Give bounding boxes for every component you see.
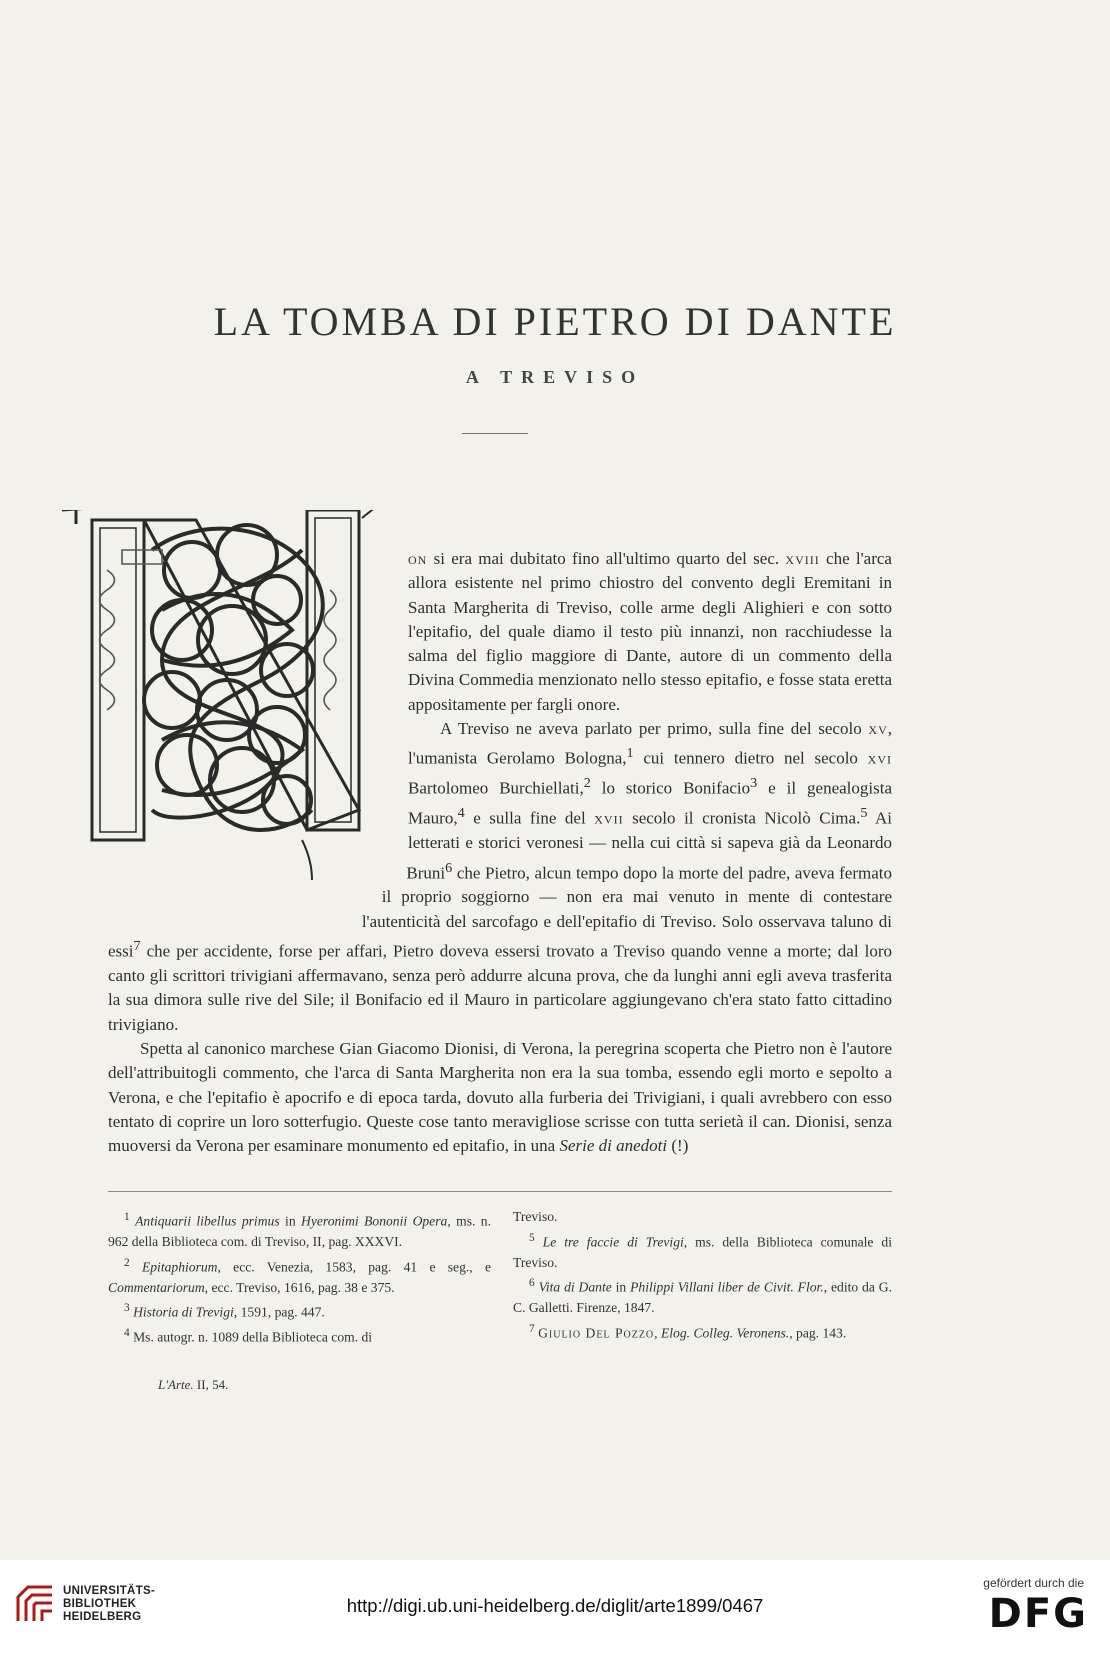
footnote-1 xyxy=(108,1207,491,1253)
permalink-url[interactable]: http://digi.ub.uni-heidelberg.de/diglit/arte1899/0467 xyxy=(346,1595,764,1616)
text-run: che l'arca allora esistente nel primo chiostro del convento degli Eremitani in Santa Margherita di Treviso, colle arme degli Alighieri e con sotto l'epitafio, del quale diamo il testo più innanzi, non racchiudesse la salma del figlio maggiore di Dante, autore di un commento della Divina Commedia menzionato nello stesso epitafio, e fosse stata eretta appositamente per fargli onore. xyxy=(408,549,892,714)
text-run: cui tennero dietro nel secolo xyxy=(633,749,868,769)
text-run: , ms. n. 962 della Biblioteca com. di Treviso, II, pag. XXXVI. xyxy=(108,1213,492,1250)
text-run: Philippi Villani liber de Civit. Flor. xyxy=(630,1279,824,1295)
footnote-ref: 4 xyxy=(457,805,465,822)
footnote-number: 2 xyxy=(124,1256,130,1269)
text-run: in xyxy=(611,1279,631,1295)
initial-spacer xyxy=(108,547,408,912)
footnote-3 xyxy=(108,1298,491,1323)
footnote-ref: 1 xyxy=(626,745,634,762)
footnote-number: 7 xyxy=(529,1322,535,1335)
paragraph-3 xyxy=(108,1037,892,1158)
text-run: , pag. 143. xyxy=(789,1325,847,1341)
footnote-divider xyxy=(108,1191,892,1192)
footnote-number: 4 xyxy=(124,1327,130,1340)
footnotes-left-column xyxy=(108,1207,491,1348)
text-run: , ecc. Venezia, 1583, pag. 41 e seg., e xyxy=(217,1259,491,1275)
footnote-4-continued: Treviso. xyxy=(513,1209,558,1224)
text-run: e sulla fine del xyxy=(464,808,595,828)
text-run: lo storico Bonifacio xyxy=(590,778,751,798)
footnote-5 xyxy=(513,1228,892,1274)
text-run: e il genealogista Mauro, xyxy=(408,778,892,828)
footnote-2 xyxy=(108,1253,491,1299)
century-numeral: xviii xyxy=(785,549,820,568)
text-run: si era mai dubitato fino all'ultimo quarto del sec. xyxy=(427,549,786,568)
italic-title: Serie di anedoti xyxy=(559,1136,668,1156)
funding-note: gefördert durch die xyxy=(983,1576,1084,1590)
text-run: (!) xyxy=(667,1136,689,1156)
footnote-7 xyxy=(513,1319,892,1344)
text-run: Commentariorum xyxy=(108,1279,205,1295)
text-run: Vita di Dante xyxy=(538,1279,612,1295)
footnote-ref: 5 xyxy=(860,805,868,822)
text-run: , ms. della Biblioteca comunale di Treviso. xyxy=(513,1234,893,1270)
text-run: Antiquarii libellus primus xyxy=(135,1213,280,1229)
footnote-4 xyxy=(108,1323,491,1348)
text-run: Epitaphiorum xyxy=(141,1259,218,1275)
text-run: Le tre faccie di Trevigi xyxy=(542,1234,684,1250)
footnote-number: 6 xyxy=(529,1277,535,1290)
digitization-footer xyxy=(0,1560,1110,1671)
text-run: Spetta al canonico marchese Gian Giacomo Dionisi, di Verona, la peregrina scoperta che Pietro non è l'autore dell'attribuitogli commento, che l'arca di Santa Margherita non era la sua tomba, essendo egli morto e sepolto a Verona, e che l'epitafio è apocrifo e di epoca tarda, dovuto alla furberia dei Trivigiani, i quali avrebbero con esso tentato di coprire un loro sotterfugio. Queste cose tanto meravigliose scrisse con tutta serietà il can. Dionisi, senza muoversi da Verona per esaminare monumento ed epitafio, in una xyxy=(108,1038,892,1156)
dfg-logo: DFG xyxy=(988,1591,1088,1637)
text-run: secolo il cronista Nicolò Cima. xyxy=(623,808,861,828)
footnote-number: 5 xyxy=(529,1231,535,1244)
footnote-ref: 6 xyxy=(445,859,453,876)
title-divider xyxy=(462,433,528,434)
century-numeral: xvii xyxy=(594,808,624,828)
century-numeral: xv xyxy=(868,719,888,739)
text-run: Bartolomeo Burchiellati, xyxy=(408,778,584,798)
article-body xyxy=(108,547,892,1158)
text-run: , 1591, pag. 447. xyxy=(233,1304,325,1320)
footnote-ref: 7 xyxy=(133,938,141,955)
footnote-number: 1 xyxy=(124,1211,130,1223)
footnote-6 xyxy=(513,1273,892,1319)
footnote-ref: 2 xyxy=(583,775,591,792)
footnote-ref: 3 xyxy=(750,775,758,792)
text-run: II, 54. xyxy=(193,1377,229,1392)
text-run: Historia di Trevigi xyxy=(133,1304,234,1320)
century-numeral: xvi xyxy=(867,749,892,769)
text-run: L'Arte. xyxy=(158,1377,194,1392)
page-title: LA TOMBA DI PIETRO DI DANTE xyxy=(213,299,897,344)
text-run: , ecc. Treviso, 1616, pag. 38 e 375. xyxy=(204,1279,395,1295)
text-run: HEIDELBERG xyxy=(63,1611,142,1623)
text-run: Ai letterati e storici veronesi — nella cui città si sapeva già da Leonardo Bruni xyxy=(406,808,893,883)
page-subtitle: A TREVISO xyxy=(465,367,645,387)
text-run: Elog. Colleg. Veronens. xyxy=(660,1325,790,1341)
text-run: che Pietro, alcun tempo dopo la morte del padre, aveva fermato il proprio soggiorno — non era mai venuto in mente di contestare l'autenticità del sarcofago e dell'epitafio di Treviso. Solo osservava taluno di essi xyxy=(108,863,892,961)
text-run: Ms. autogr. n. 1089 della Biblioteca com. di xyxy=(133,1329,373,1345)
footnotes-right-column xyxy=(513,1207,892,1344)
text-run: in xyxy=(279,1213,302,1229)
footnote-number: 3 xyxy=(124,1302,130,1315)
text-run: UNIVERSITÄTS- xyxy=(63,1585,156,1597)
text-run: , l'umanista Gerolamo Bologna, xyxy=(408,719,892,769)
page-signature xyxy=(158,1377,228,1393)
text-run: Hyeronimi Bononii Opera xyxy=(301,1213,448,1229)
text-run: che per accidente, forse per affari, Pietro doveva essersi trovato a Treviso quando venne a morte; dal loro canto gli scrittori trivigiani affermavano, senza però addurre alcuna prova, che da lunghi anni egli aveva trasferita la sua dimora sulle rive del Sile; il Bonifacio ed il Mauro in particolare aggiungevano ch'era stato fatto cittadino trivigiano. xyxy=(108,941,892,1034)
text-run: Giulio Del Pozzo xyxy=(538,1325,655,1341)
text-run: A Treviso ne aveva parlato per primo, sulla fine del secolo xyxy=(440,719,869,739)
drop-cap-continuation: on xyxy=(408,549,428,568)
text-run: , edito da G. C. Galletti. Firenze, 1847. xyxy=(513,1279,892,1316)
text-run: BIBLIOTHEK xyxy=(63,1598,137,1610)
text-run: , xyxy=(654,1325,661,1341)
